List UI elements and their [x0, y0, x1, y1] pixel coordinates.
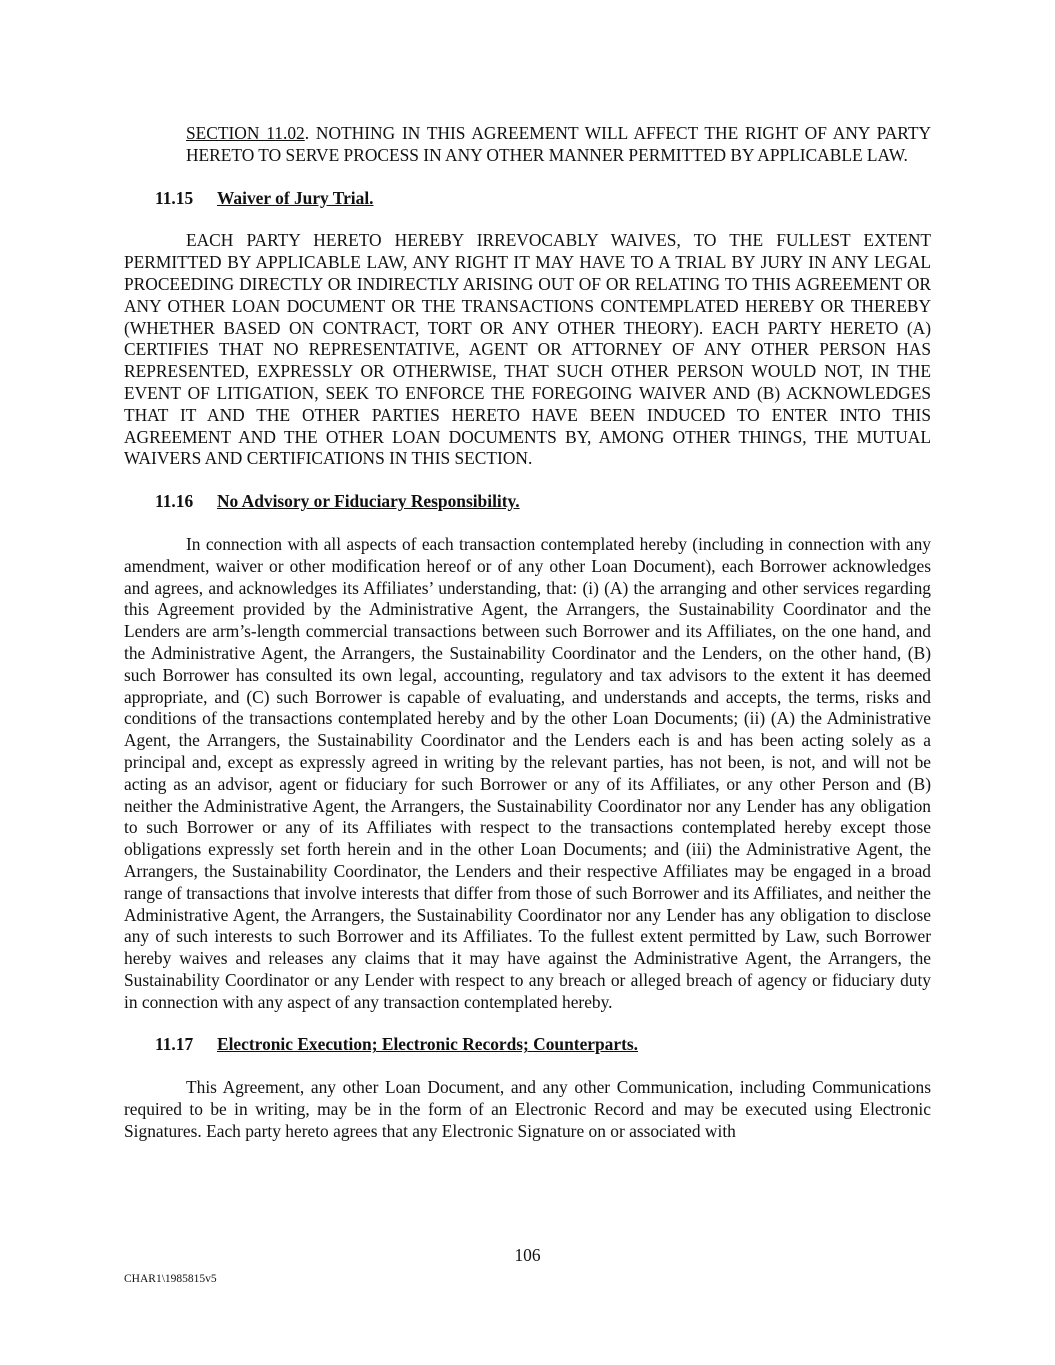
- section-body-11-15: EACH PARTY HERETO HEREBY IRREVOCABLY WAIVES, TO THE FULLEST EXTENT PERMITTED BY APPLICABLE LAW, ANY RIGHT IT MAY HAVE TO A TRIAL BY JURY IN ANY LEGAL PROCEEDING DIRECTLY OR INDIRECTLY ARISING OUT OF OR RELATING TO THIS AGREEMENT OR ANY OTHER LOAN DOCUMENT OR THE TRANSACTIONS CONTEMPLATED HEREBY OR THEREBY (WHETHER BASED ON CONTRACT, TORT OR ANY OTHER THEORY). EACH PARTY HERETO (A) CERTIFIES THAT NO REPRESENTATIVE, AGENT OR ATTORNEY OF ANY OTHER PERSON HAS REPRESENTED, EXPRESSLY OR OTHERWISE, THAT SUCH OTHER PERSON WOULD NOT, IN THE EVENT OF LITIGATION, SEEK TO ENFORCE THE FOREGOING WAIVER AND (B) ACKNOWLEDGES THAT IT AND THE OTHER PARTIES HERETO HAVE BEEN INDUCED TO ENTER INTO THIS AGREEMENT AND THE OTHER LOAN DOCUMENTS BY, AMONG OTHER THINGS, THE MUTUAL WAIVERS AND CERTIFICATIONS IN THIS SECTION.: [124, 230, 931, 469]
- section-number: 11.17: [155, 1034, 194, 1055]
- section-body-11-16: In connection with all aspects of each transaction contemplated hereby (including in connection with any amendment, waiver or other modification hereof or of any other Loan Document), each Borrower acknowledges and agrees, and acknowledges its Affiliates’ understanding, that: (i) (A) the arranging and other services regarding this Agreement provided by the Administrative Agent, the Arrangers, the Sustainability Coordinator and the Lenders are arm’s-length commercial transactions between such Borrower and its Affiliates, on the one hand, and the Administrative Agent, the Arrangers, the Sustainability Coordinator and the Lenders, on the other hand, (B) such Borrower has consulted its own legal, accounting, regulatory and tax advisors to the extent it has deemed appropriate, and (C) such Borrower is capable of evaluating, and understands and accepts, the terms, risks and conditions of the transactions contemplated hereby and by the other Loan Documents; (ii) (A) the Administrative Agent, the Arrangers, the Sustainability Coordinator and the Lenders each is and has been acting solely as a principal and, except as expressly agreed in writing by the relevant parties, has not been, is not, and will not be acting as an advisor, agent or fiduciary for such Borrower or any of its Affiliates, or any other Person and (B) neither the Administrative Agent, the Arrangers, the Sustainability Coordinator nor any Lender has any obligation to such Borrower or any of its Affiliates with respect to the transactions contemplated hereby except those obligations expressly set forth herein and in the other Loan Documents; and (iii) the Administrative Agent, the Arrangers, the Sustainability Coordinator, the Lenders and their respective Affiliates may be engaged in a broad range of transactions that involve interests that differ from those of such Borrower and its Affiliates, and neither the Administrative Agent, the Arrangers, the Sustainability Coordinator nor any Lender has any obligation to disclose any of such interests to such Borrower and its Affiliates. To the fullest extent permitted by Law, such Borrower hereby waives and releases any claims that it may have against the Administrative Agent, the Arrangers, the Sustainability Coordinator or any Lender with respect to any breach or alleged breach of agency or fiduciary duty in connection with any aspect of any transaction contemplated hereby.: [124, 533, 931, 1012]
- section-title: Waiver of Jury Trial.: [217, 187, 374, 208]
- section-heading-11-17: [155, 1034, 931, 1056]
- document-id: CHAR1\1985815v5: [124, 1273, 217, 1285]
- section-number: 11.16: [155, 491, 194, 512]
- section-heading-11-15: [155, 188, 931, 210]
- document-page: [124, 123, 931, 1164]
- section-heading-11-16: [155, 491, 931, 513]
- section-title: Electronic Execution; Electronic Records; Counterparts.: [217, 1034, 639, 1055]
- continued-clause-text: . NOTHING IN THIS AGREEMENT WILL AFFECT THE RIGHT OF ANY PARTY HERETO TO SERVE PROCESS IN ANY OTHER MANNER PERMITTED BY APPLICABLE LAW.: [186, 123, 931, 165]
- continued-clause: [186, 123, 931, 167]
- section-number: 11.15: [155, 187, 194, 208]
- section-title: No Advisory or Fiduciary Responsibility.: [217, 491, 520, 512]
- page-number: 106: [514, 1245, 541, 1265]
- section-body-11-17: This Agreement, any other Loan Document, and any other Communication, including Communications required to be in writing, may be in the form of an Electronic Record and may be executed using Electronic Signatures. Each party hereto agrees that any Electronic Signature on or associated with: [124, 1077, 931, 1141]
- section-reference-link: SECTION 11.02: [186, 123, 305, 143]
